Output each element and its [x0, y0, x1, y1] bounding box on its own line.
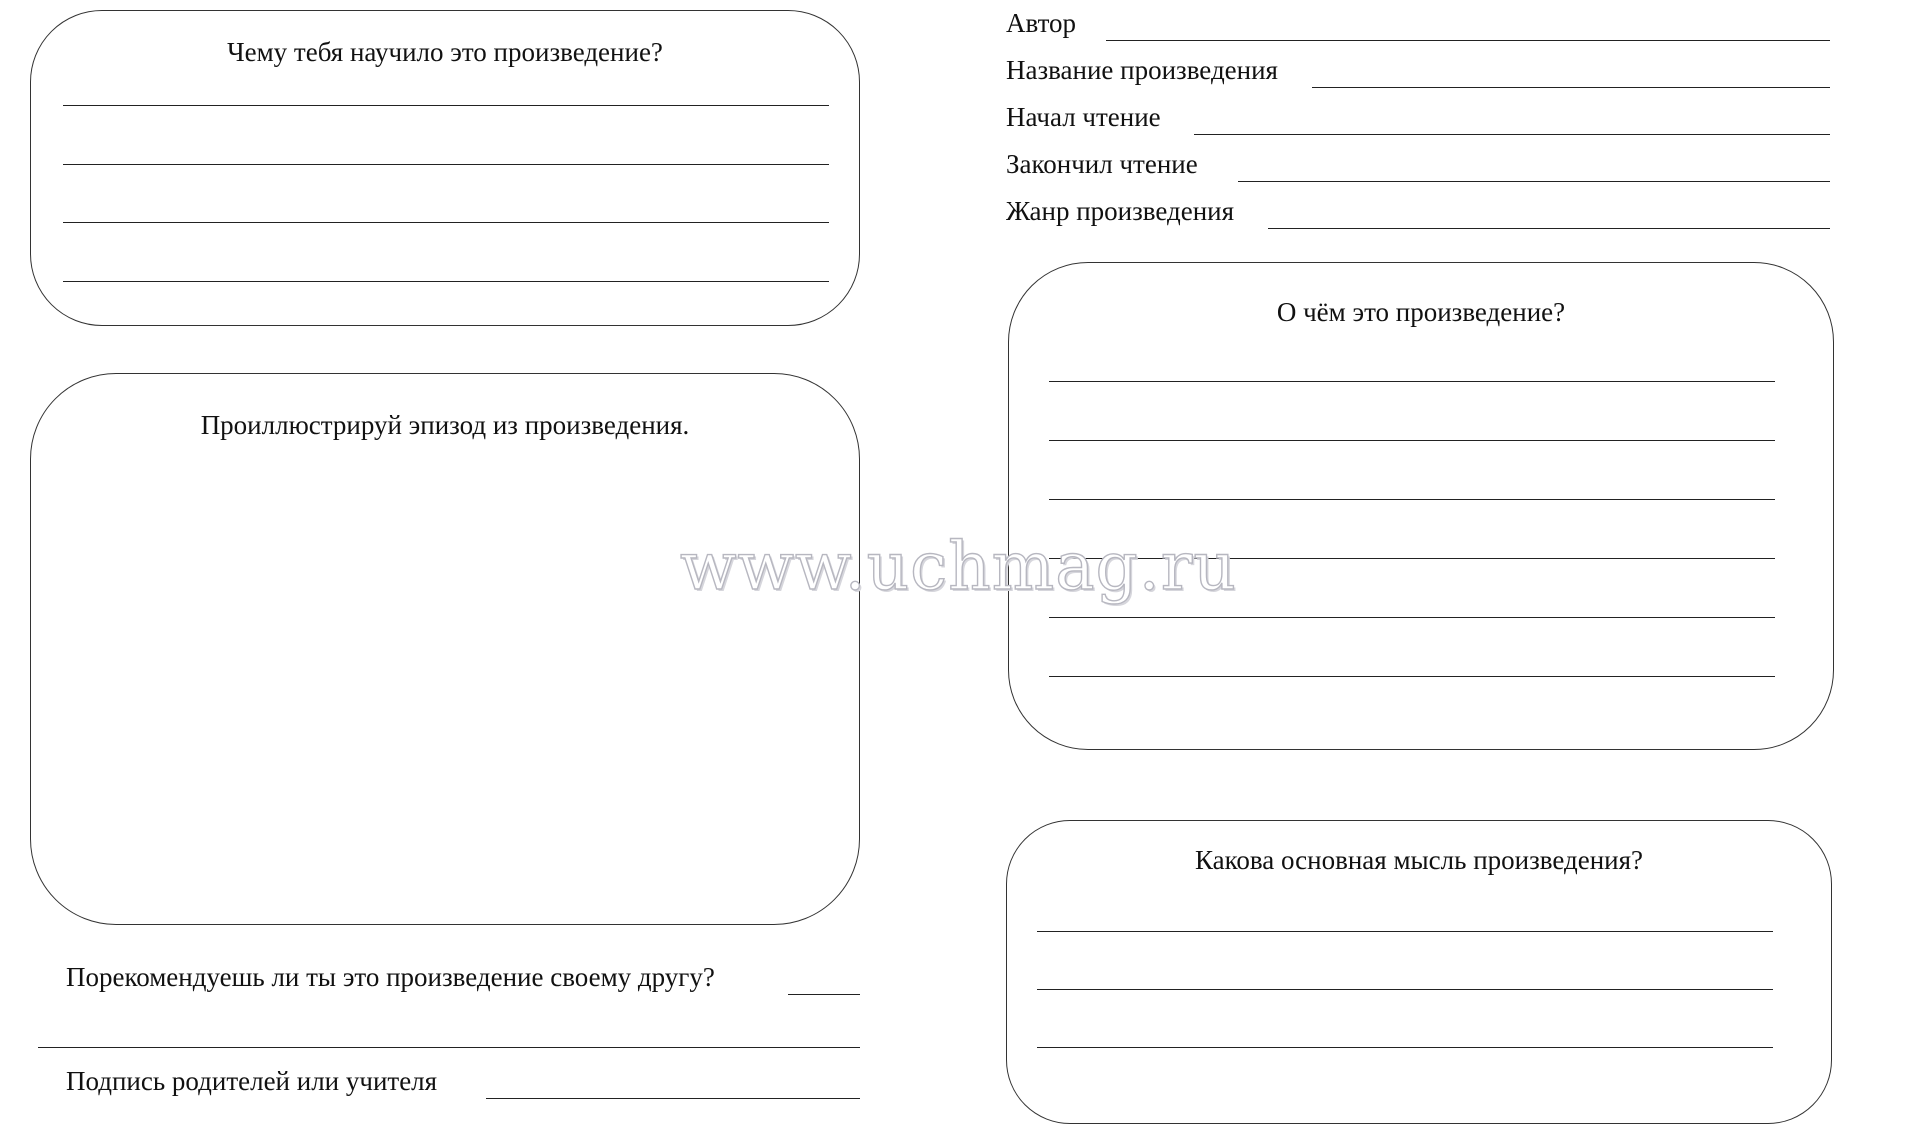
main-idea-answer-line-3[interactable]	[1037, 1047, 1773, 1048]
about-question: О чём это произведение?	[1276, 297, 1566, 327]
about-answer-line-1[interactable]	[1049, 381, 1775, 382]
about-answer-line-3[interactable]	[1049, 499, 1775, 500]
illustrate-prompt: Проиллюстрируй эпизод из произведения.	[200, 410, 690, 440]
main-idea-answer-line-1[interactable]	[1037, 931, 1773, 932]
finished-label: Закончил чтение	[1006, 149, 1198, 179]
signature-line[interactable]	[486, 1098, 860, 1099]
finished-field-line[interactable]	[1238, 181, 1830, 182]
about-answer-line-5[interactable]	[1049, 617, 1775, 618]
started-label: Начал чтение	[1006, 102, 1161, 132]
lesson-box	[30, 10, 860, 326]
recommend-answer-full-line[interactable]	[38, 1047, 860, 1048]
signature-label: Подпись родителей или учителя	[66, 1066, 438, 1096]
lesson-answer-line-1[interactable]	[63, 105, 829, 106]
watermark-text: www.uchmag.ru	[680, 528, 1237, 605]
main-idea-answer-line-2[interactable]	[1037, 989, 1773, 990]
title-label: Название произведения	[1006, 55, 1278, 85]
author-label: Автор	[1006, 8, 1077, 38]
genre-field-line[interactable]	[1268, 228, 1830, 229]
lesson-answer-line-3[interactable]	[63, 222, 829, 223]
author-field-line[interactable]	[1106, 40, 1830, 41]
about-answer-line-2[interactable]	[1049, 440, 1775, 441]
main-idea-question: Какова основная мысль произведения?	[1194, 845, 1644, 875]
genre-label: Жанр произведения	[1006, 196, 1235, 226]
recommend-question: Порекомендуешь ли ты это произведение своему другу?	[66, 962, 715, 992]
lesson-answer-line-4[interactable]	[63, 281, 829, 282]
recommend-answer-short-line[interactable]	[788, 994, 860, 995]
main-idea-box	[1006, 820, 1832, 1124]
lesson-answer-line-2[interactable]	[63, 164, 829, 165]
about-box	[1008, 262, 1834, 750]
started-field-line[interactable]	[1194, 134, 1830, 135]
lesson-question: Чему тебя научило это произведение?	[227, 37, 663, 67]
about-answer-line-6[interactable]	[1049, 676, 1775, 677]
title-field-line[interactable]	[1312, 87, 1830, 88]
illustrate-box[interactable]	[30, 373, 860, 925]
